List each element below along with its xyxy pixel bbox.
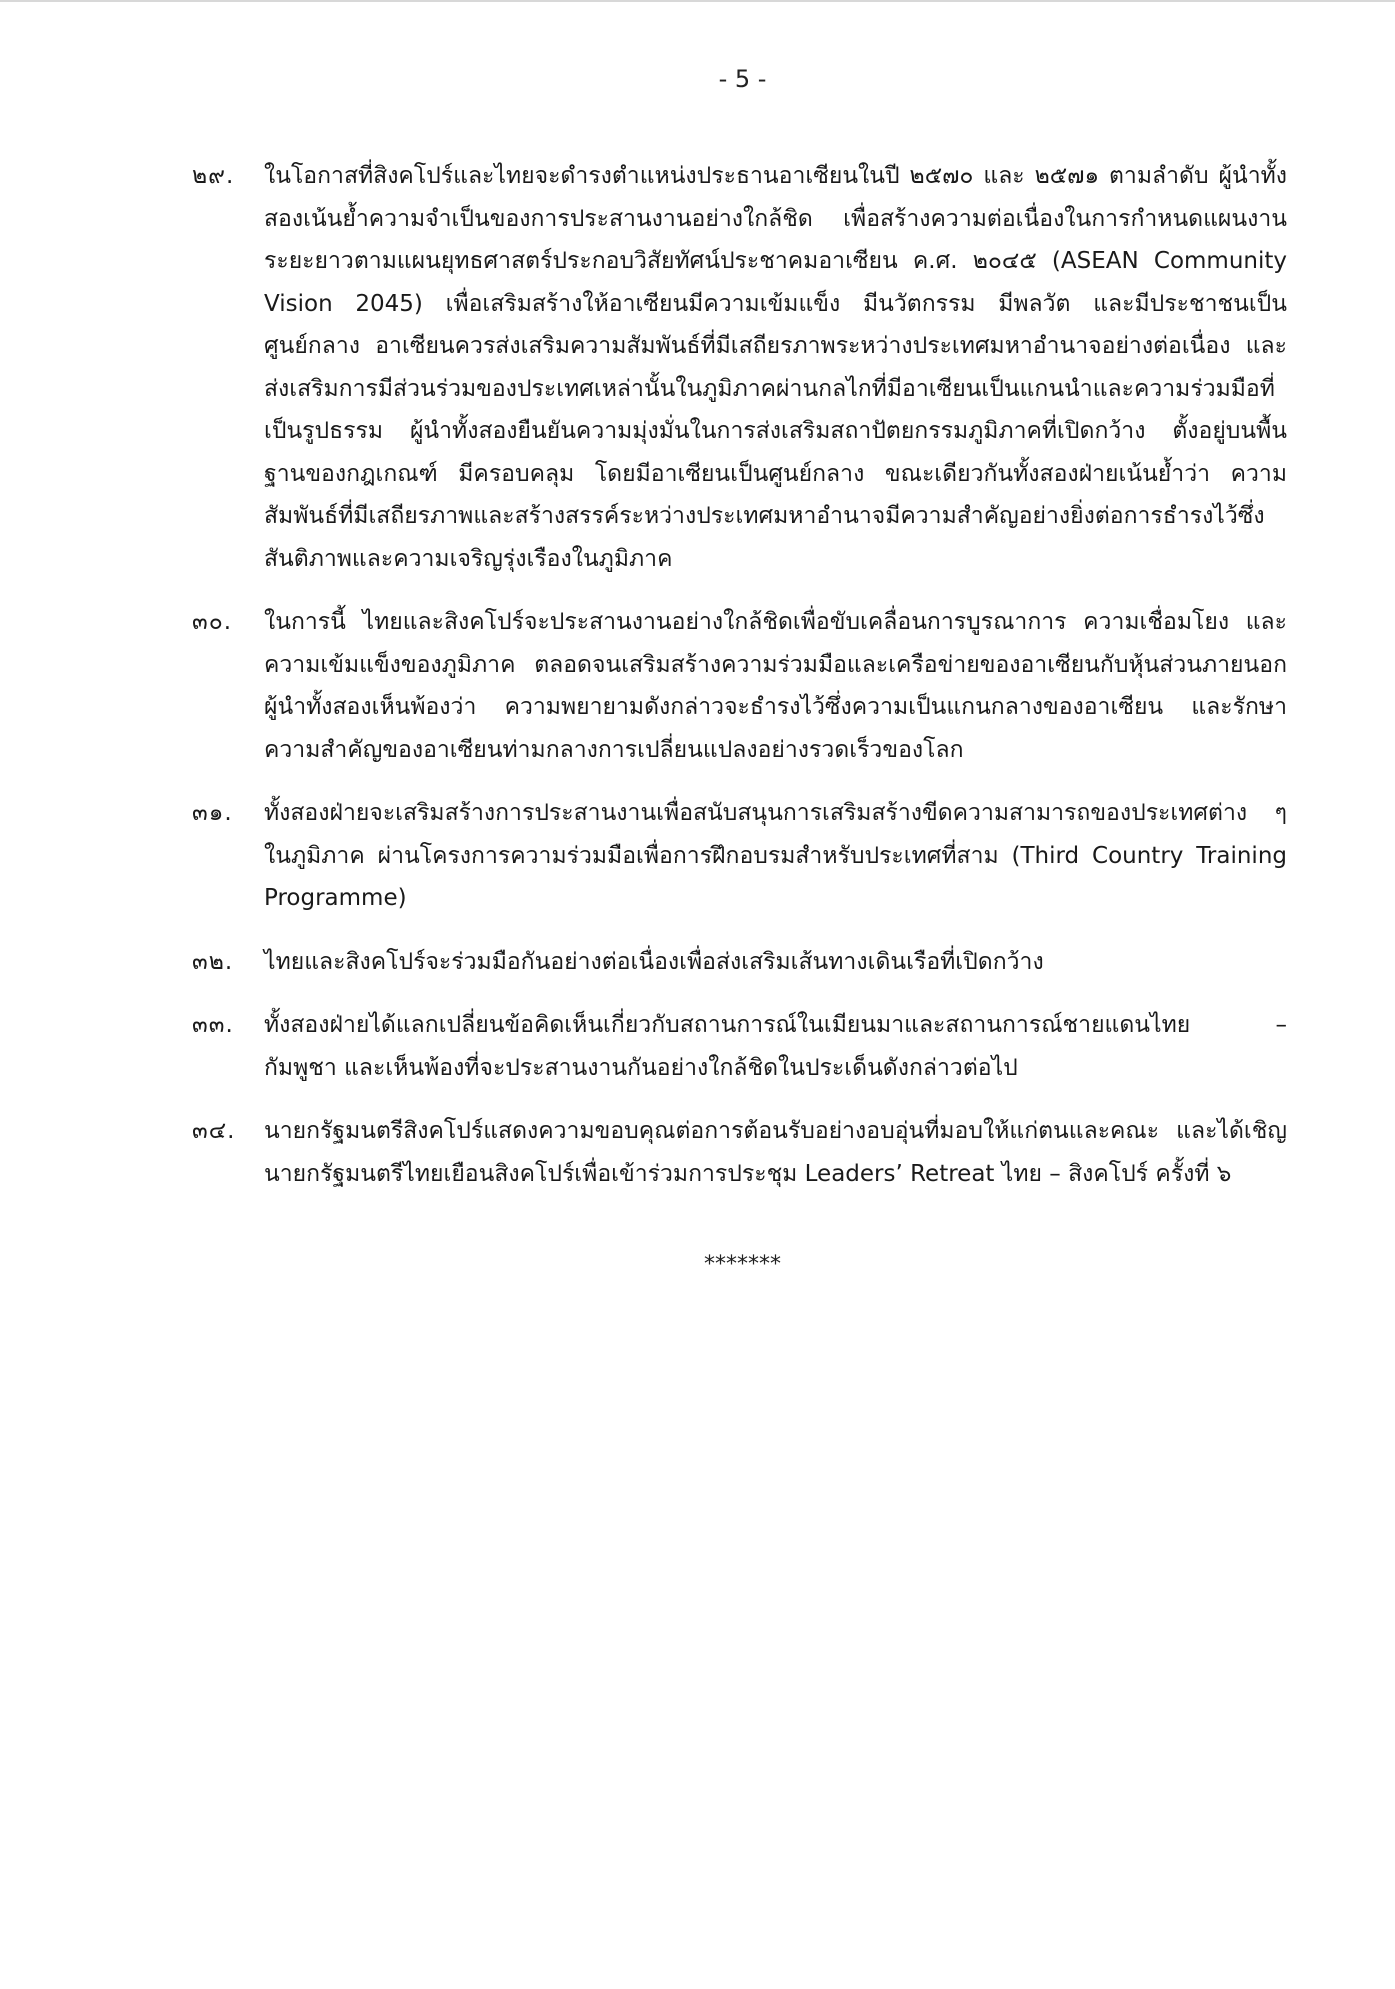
item-text: ไทยและสิงคโปร์จะร่วมมือกันอย่างต่อเนื่องเพื่อส่งเสริมเส้นทางเดินเรือที่เปิดกว้าง <box>264 948 1044 975</box>
item-text: ทั้งสองฝ่ายได้แลกเปลี่ยนข้อคิดเห็นเกี่ยวกับสถานการณ์ในเมียนมาและสถานการณ์ชายแดนไทย – กัมพูชา และเห็นพ้องที่จะประสานงานกันอย่างใกล้ชิดในประเด็นดังกล่าวต่อไป <box>264 1012 1287 1081</box>
list-item-31 <box>192 792 1287 920</box>
item-number: ๓๐. <box>192 609 233 635</box>
end-of-document-marker: ******* <box>704 1252 781 1277</box>
list-item-33 <box>192 1004 1287 1089</box>
list-item-32 <box>192 941 1287 984</box>
item-number: ๓๓. <box>192 1012 234 1038</box>
list-item-34 <box>192 1110 1287 1195</box>
item-text: ทั้งสองฝ่ายจะเสริมสร้างการประสานงานเพื่อสนับสนุนการเสริมสร้างขีดความสามารถของประเทศต่าง ๆ ในภูมิภาค ผ่านโครงการความร่วมมือเพื่อการฝึกอบรมสำหรับประเทศที่สาม (Third Country Training Programme) <box>264 800 1287 911</box>
top-border <box>0 0 1395 2</box>
item-number: ๓๔. <box>192 1118 236 1144</box>
item-text: นายกรัฐมนตรีสิงคโปร์แสดงความขอบคุณต่อการต้อนรับอย่างอบอุ่นที่มอบให้แก่ตนและคณะ และได้เชิญนายกรัฐมนตรีไทยเยือนสิงคโปร์เพื่อเข้าร่วมการประชุม Leaders’ Retreat ไทย – สิงคโปร์ ครั้งที่ ๖ <box>264 1118 1287 1187</box>
list-item-29 <box>192 155 1287 580</box>
item-number: ๓๒. <box>192 948 234 975</box>
item-number: ๓๑. <box>192 800 233 826</box>
list-item-30 <box>192 601 1287 771</box>
numbered-paragraph-list <box>192 155 1287 1216</box>
item-number: ๒๙. <box>192 163 235 189</box>
item-text: ในโอกาสที่สิงคโปร์และไทยจะดำรงตำแหน่งประธานอาเซียนในปี ๒๕๗๐ และ ๒๕๗๑ ตามลำดับ ผู้นำทั้งสองเน้นย้ำความจำเป็นของการประสานงานอย่างใกล้ชิด เพื่อสร้างความต่อเนื่องในการกำหนดแผนงานระยะยาวตามแผนยุทธศาสตร์ประกอบวิสัยทัศน์ประชาคมอาเซียน ค.ศ. ๒๐๔๕ (ASEAN Community Vision 2045) เพื่อเสริมสร้างให้อาเซียนมีความเข้มแข็ง มีนวัตกรรม มีพลวัต และมีประชาชนเป็นศูนย์กลาง อาเซียนควรส่งเสริมความสัมพันธ์ที่มีเสถียรภาพระหว่างประเทศมหาอำนาจอย่างต่อเนื่อง และส่งเสริมการมีส่วนร่วมของประเทศเหล่านั้นในภูมิภาคผ่านกลไกที่มีอาเซียนเป็นแกนนำและความร่วมมือที่เป็นรูปธรรม ผู้นำทั้งสองยืนยันความมุ่งมั่นในการส่งเสริมสถาปัตยกรรมภูมิภาคที่เปิดกว้าง ตั้งอยู่บนพื้นฐานของกฎเกณฑ์ มีครอบคลุม โดยมีอาเซียนเป็นศูนย์กลาง ขณะเดียวกันทั้งสองฝ่ายเน้นย้ำว่า ความสัมพันธ์ที่มีเสถียรภาพและสร้างสรรค์ระหว่างประเทศมหาอำนาจมีความสำคัญอย่างยิ่งต่อการธำรงไว้ซึ่งสันติภาพและความเจริญรุ่งเรืองในภูมิภาค <box>264 163 1287 572</box>
item-text: ในการนี้ ไทยและสิงคโปร์จะประสานงานอย่างใกล้ชิดเพื่อขับเคลื่อนการบูรณาการ ความเชื่อมโยง และความเข้มแข็งของภูมิภาค ตลอดจนเสริมสร้างความร่วมมือและเครือข่ายของอาเซียนกับหุ้นส่วนภายนอก ผู้นำทั้งสองเห็นพ้องว่า ความพยายามดังกล่าวจะธำรงไว้ซึ่งความเป็นแกนกลางของอาเซียน และรักษาความสำคัญของอาเซียนท่ามกลางการเปลี่ยนแปลงอย่างรวดเร็วของโลก <box>264 609 1287 763</box>
page-number: - 5 - <box>718 65 767 93</box>
